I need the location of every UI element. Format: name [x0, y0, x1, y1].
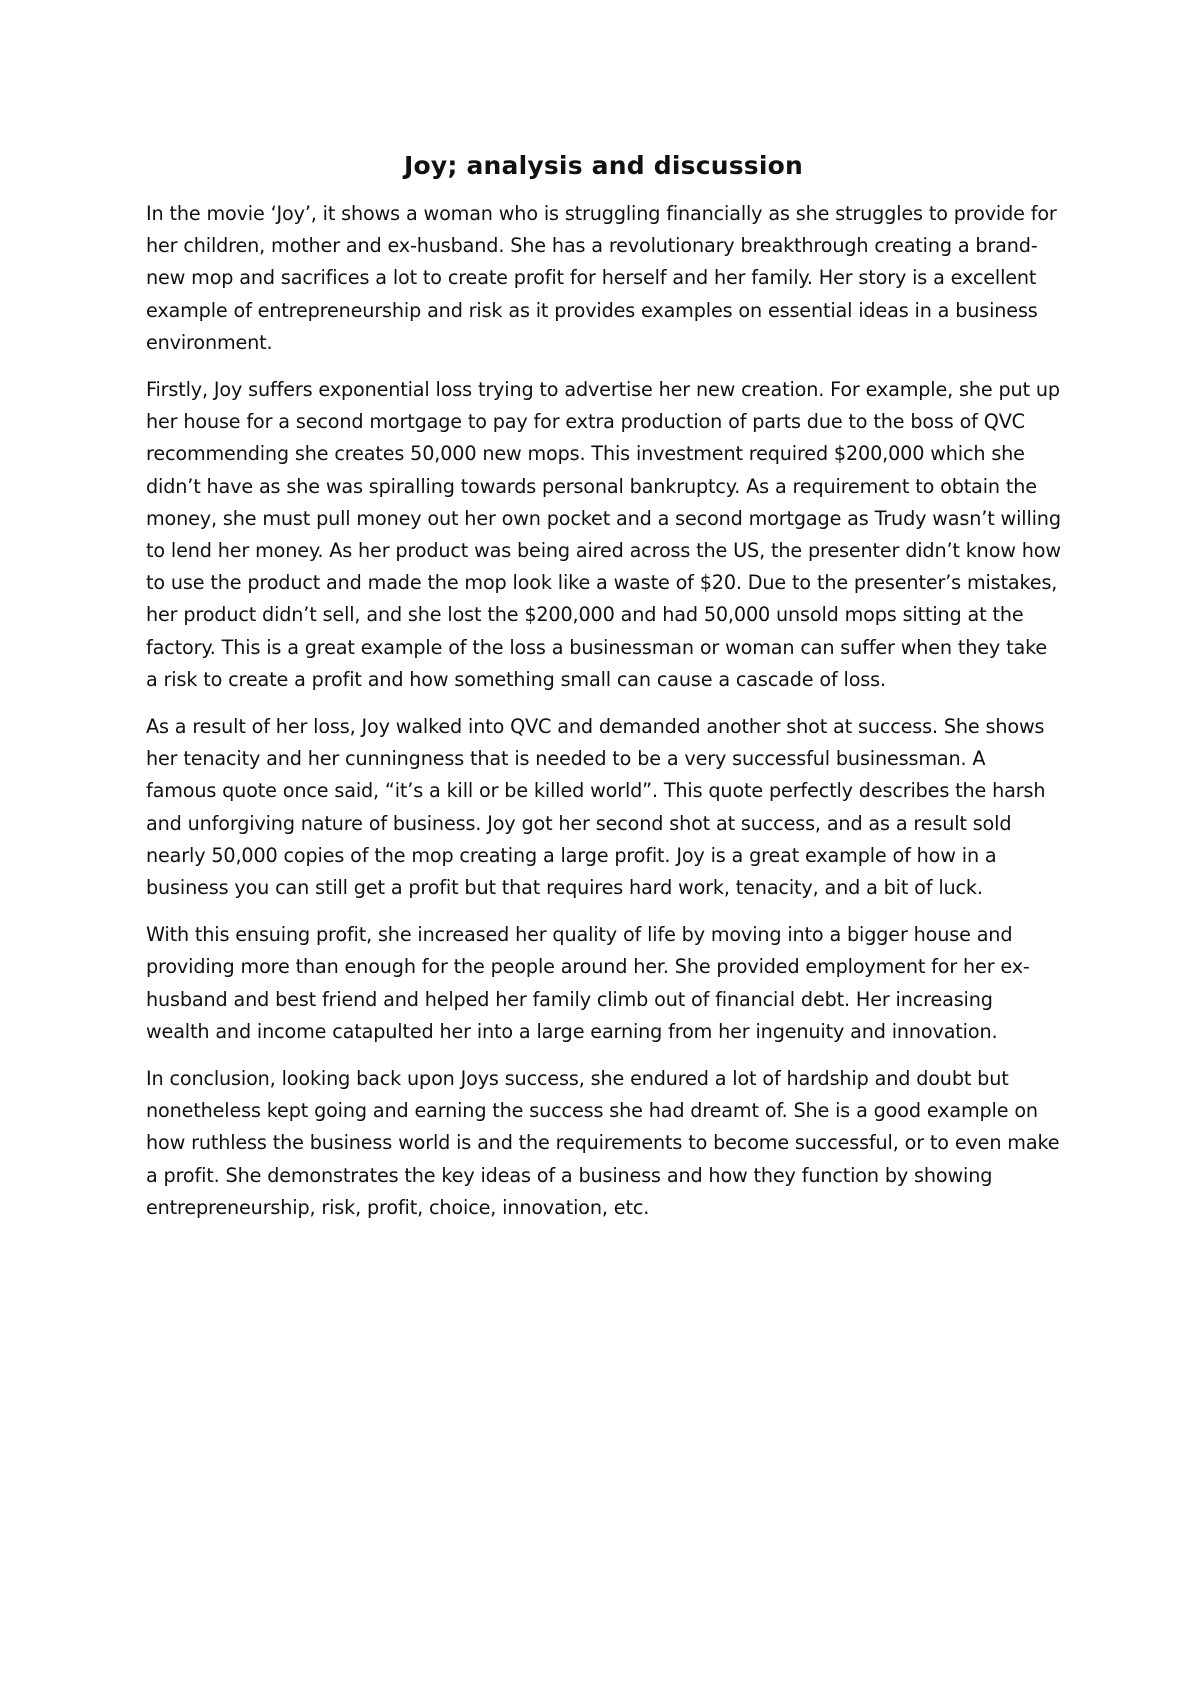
paragraph-profit: With this ensuing profit, she increased her quality of life by moving into a bigger house and providing more than enough for the people around her. She provided employment for her ex-husband and best friend and helped her family climb out of financial debt. Her increasing wealth and income catapulted her into a large earning from her ingenuity and innovation. [146, 923, 1030, 1043]
paragraph-introduction: In the movie ‘Joy’, it shows a woman who is struggling financially as she struggles to provide for her children, mother and ex-husband. She has a revolutionary breakthrough creating a brand-new mop and sacrifices a lot to create profit for herself and her family. Her story is a excellent example of entrepreneurship and risk as it provides examples on essential ideas in a business environment. [146, 202, 1057, 354]
paragraph-conclusion: In conclusion, looking back upon Joys success, she endured a lot of hardship and doubt but nonetheless kept going and earning the success she had dreamt of. She is a good example on how ruthless the business world is and the requirements to become successful, or to even make a profit. She demonstrates the key ideas of a business and how they function by showing entrepreneurship, risk, profit, choice, innovation, etc. [146, 1067, 1060, 1219]
document-title: Joy; analysis and discussion [403, 151, 804, 180]
document-body [146, 148, 1061, 1239]
paragraph-loss: Firstly, Joy suffers exponential loss trying to advertise her new creation. For example, she put up her house for a second mortgage to pay for extra production of parts due to the boss of QVC recommending she creates 50,000 new mops. This investment required $200,000 which she didn’t have as she was spiralling towards personal bankruptcy. As a requirement to obtain the money, she must pull money out her own pocket and a second mortgage as Trudy wasn’t willing to lend her money. As her product was being aired across the US, the presenter didn’t know how to use the product and made the mop look like a waste of $20. Due to the presenter’s mistakes, her product didn’t sell, and she lost the $200,000 and had 50,000 unsold mops sitting at the factory. This is a great example of the loss a businessman or woman can suffer when they take a risk to create a profit and how something small can cause a cascade of loss. [146, 378, 1061, 691]
paragraph-second-chance: As a result of her loss, Joy walked into QVC and demanded another shot at success. She shows her tenacity and her cunningness that is needed to be a very successful businessman. A famous quote once said, “it’s a kill or be killed world”. This quote perfectly describes the harsh and unforgiving nature of business. Joy got her second shot at success, and as a result sold nearly 50,000 copies of the mop creating a large profit. Joy is a great example of how in a business you can still get a profit but that requires hard work, tenacity, and a bit of luck. [146, 715, 1046, 900]
